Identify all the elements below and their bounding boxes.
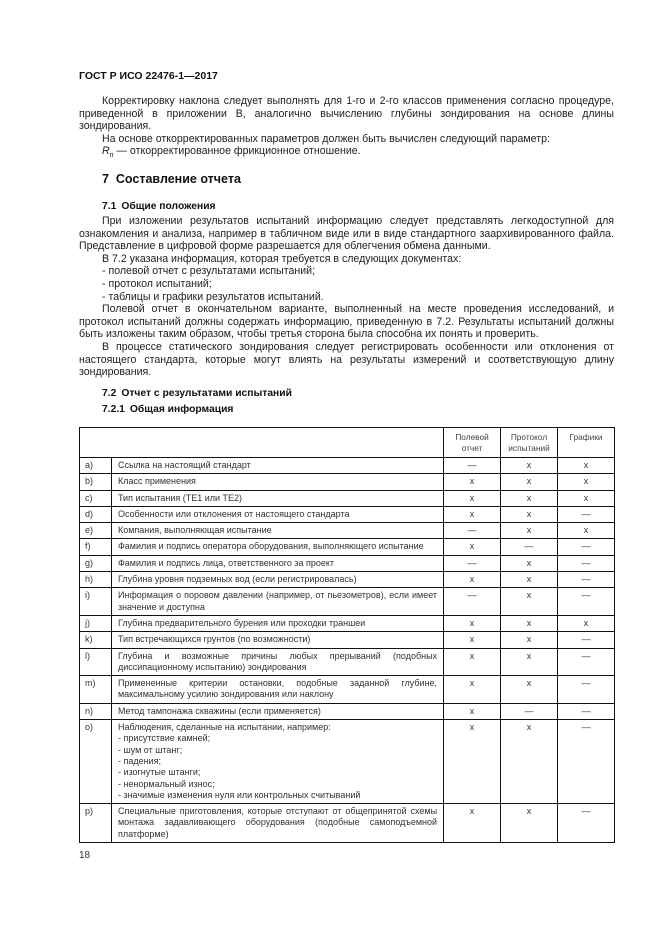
graphs-mark: — (558, 720, 615, 804)
subsection-number: 7.2.1 (102, 404, 125, 415)
section-title: Составление отчета (115, 172, 241, 186)
paragraph: В 7.2 указана информация, которая требуется в следующих документах: (102, 252, 462, 265)
protocol-mark: x (501, 490, 558, 506)
column-header-graphs: Графики (558, 428, 615, 458)
table-row (80, 458, 615, 474)
subsection-title: Общая информация (129, 404, 234, 415)
protocol-mark: x (501, 572, 558, 588)
graphs-mark: — (558, 703, 615, 719)
field-report-mark: x (444, 572, 501, 588)
table-header-empty (80, 428, 444, 458)
row-description: Глубина уровня подземных вод (если регистрировалась) (111, 572, 443, 588)
observation-item: - присутствие камней; (117, 733, 211, 744)
row-description: Глубина предварительного бурения или проходки траншеи (111, 615, 443, 631)
list-item: - протокол испытаний; (102, 277, 212, 290)
row-letter: f) (80, 539, 112, 555)
observation-item: - шум от штанг; (117, 744, 183, 755)
table-header-row (80, 428, 615, 458)
graphs-mark: x (558, 474, 615, 490)
field-report-mark: x (444, 703, 501, 719)
parameter-subscript: п (109, 152, 114, 160)
row-description: Информация о поровом давлении (например, от пьезометров), если имеет значение и доступна (111, 588, 443, 616)
graphs-mark: — (558, 676, 615, 704)
protocol-mark: x (501, 720, 558, 804)
graphs-mark: — (558, 539, 615, 555)
subsection-number: 7.1 (102, 201, 117, 212)
row-description-lead: Наблюдения, сделанные на испытании, например: (117, 722, 331, 733)
table-row (80, 539, 615, 555)
subsection-title: Отчет с результатами испытаний (121, 388, 292, 399)
column-header-protocol: Протокол испытаний (501, 428, 558, 458)
row-letter: c) (80, 490, 112, 506)
observation-item: - ненормальный износ; (117, 778, 215, 789)
observation-item: - падения; (117, 755, 161, 766)
section-number: 7 (102, 172, 109, 186)
field-report-mark: x (444, 490, 501, 506)
report-requirements-table (79, 427, 615, 843)
intro-paragraph-2: На основе откорректированных параметров должен быть вычислен следующий параметр: (102, 132, 550, 145)
page-number: 18 (79, 850, 91, 861)
protocol-mark: x (501, 523, 558, 539)
table-row (80, 490, 615, 506)
table-row (80, 572, 615, 588)
row-description: Ссылка на настоящий стандарт (111, 458, 443, 474)
row-letter: k) (80, 632, 112, 648)
field-report-mark: x (444, 676, 501, 704)
field-report-mark: — (444, 523, 501, 539)
protocol-mark: — (501, 703, 558, 719)
row-letter: b) (80, 474, 112, 490)
table-row (80, 615, 615, 631)
protocol-mark: — (501, 539, 558, 555)
field-report-mark: x (444, 474, 501, 490)
protocol-mark: x (501, 506, 558, 522)
row-description: Фамилия и подпись оператора оборудования, выполняющего испытание (111, 539, 443, 555)
protocol-mark: x (501, 804, 558, 843)
intro-paragraph-1: Корректировку наклона следует выполнять для 1-го и 2-го классов применения согласно процедуре, приведенной в приложении B, аналогично вычислению глубины зондирования на основе длины зондирования. (79, 95, 614, 133)
paragraph: Полевой отчет в окончательном варианте, выполненный на месте проведения исследований, и протокол испытаний должны содержать информацию, приведенную в 7.2. Результаты испытаний должны быть изложены таким образом, чтобы третья сторона была способна их понять и проверить. (79, 303, 614, 341)
protocol-mark: x (501, 648, 558, 676)
paragraph: При изложении результатов испытаний информацию следует представлять легкодоступной для ознакомления и анализа, например в табличном виде или в виде стандартного заархивированного файла. Представление в цифровой форме разрешается для облегчения обмена данными. (79, 215, 614, 253)
row-letter: g) (80, 555, 112, 571)
protocol-mark: x (501, 615, 558, 631)
field-report-mark: — (444, 555, 501, 571)
row-description: Метод тампонажа скважины (если применяется) (111, 703, 443, 719)
field-report-mark: — (444, 588, 501, 616)
graphs-mark: — (558, 804, 615, 843)
protocol-mark: x (501, 632, 558, 648)
row-letter: a) (80, 458, 112, 474)
row-letter: o) (80, 720, 112, 804)
subsection-7-2-heading (102, 388, 292, 399)
row-letter: d) (80, 506, 112, 522)
field-report-mark: x (444, 615, 501, 631)
parameter-definition-text: — откорректированное фрикционное отношение. (113, 145, 361, 158)
subsection-7-1-heading (102, 201, 216, 212)
table-row (80, 523, 615, 539)
field-report-mark: x (444, 632, 501, 648)
list-item: - таблицы и графики результатов испытаний. (102, 290, 324, 303)
field-report-mark: x (444, 648, 501, 676)
row-description: Класс применения (111, 474, 443, 490)
parameter-definition (79, 145, 614, 163)
paragraph: В процессе статического зондирования следует регистрировать особенности или отклонения от настоящего стандарта, которые могут влиять на результаты измерений и соответствующую длину зондирования. (79, 340, 614, 379)
row-letter: i) (80, 588, 112, 616)
row-letter: l) (80, 648, 112, 676)
graphs-mark: x (558, 523, 615, 539)
graphs-mark: — (558, 632, 615, 648)
table-row (80, 555, 615, 571)
row-description: Глубина и возможные причины любых прерываний (подобных диссипационному испытанию) зондирования (111, 648, 443, 676)
graphs-mark: x (558, 615, 615, 631)
field-report-mark: x (444, 804, 501, 843)
row-description: Примененные критерии остановки, подобные заданной глубине, максимальному усилию зондирования или наклону (111, 676, 443, 704)
subsection-number: 7.2 (102, 388, 117, 399)
field-report-mark: x (444, 539, 501, 555)
row-description: Тип испытания (TE1 или TE2) (111, 490, 443, 506)
field-report-mark: — (444, 458, 501, 474)
graphs-mark: — (558, 555, 615, 571)
row-letter: m) (80, 676, 112, 704)
field-report-mark: x (444, 506, 501, 522)
document-standard-id: ГОСТ Р ИСО 22476-1—2017 (79, 70, 218, 82)
row-description: Особенности или отклонения от настоящего стандарта (111, 506, 443, 522)
parameter-symbol: R (102, 145, 110, 158)
protocol-mark: x (501, 458, 558, 474)
column-header-field-report: Полевой отчет (444, 428, 501, 458)
protocol-mark: x (501, 474, 558, 490)
table-row (80, 804, 615, 843)
row-description: Компания, выполняющая испытание (111, 523, 443, 539)
graphs-mark: — (558, 572, 615, 588)
subsection-7-2-1-heading (102, 404, 233, 415)
subsection-title: Общие положения (121, 201, 216, 212)
row-letter: h) (80, 572, 112, 588)
row-description: Фамилия и подпись лица, ответственного за проект (111, 555, 443, 571)
protocol-mark: x (501, 676, 558, 704)
table-row (80, 703, 615, 719)
graphs-mark: — (558, 506, 615, 522)
row-description: Тип встречающихся грунтов (по возможности) (111, 632, 443, 648)
row-letter: p) (80, 804, 112, 843)
protocol-mark: x (501, 588, 558, 616)
section-7-heading (102, 172, 241, 186)
row-description (111, 720, 443, 804)
subsection-7-1-body (79, 215, 614, 379)
table-row (80, 588, 615, 616)
graphs-mark: x (558, 490, 615, 506)
observation-item: - изогнутые штанги; (117, 767, 201, 778)
row-letter: e) (80, 523, 112, 539)
protocol-mark: x (501, 555, 558, 571)
field-report-mark: x (444, 720, 501, 804)
table-row (80, 632, 615, 648)
table-row (80, 474, 615, 490)
table-row (80, 720, 615, 804)
graphs-mark: — (558, 648, 615, 676)
observation-item: - значимые изменения нуля или контрольных считываний (117, 789, 361, 800)
row-letter: j) (80, 615, 112, 631)
intro-block (79, 95, 614, 163)
table-row (80, 506, 615, 522)
table-row (80, 676, 615, 704)
table-row (80, 648, 615, 676)
row-description: Специальные приготовления, которые отступают от общепринятой схемы монтажа задавливающего оборудования (подобные самоподъемной платформе) (111, 804, 443, 843)
list-item: - полевой отчет с результатами испытаний; (102, 265, 316, 278)
graphs-mark: x (558, 458, 615, 474)
row-letter: n) (80, 703, 112, 719)
graphs-mark: — (558, 588, 615, 616)
